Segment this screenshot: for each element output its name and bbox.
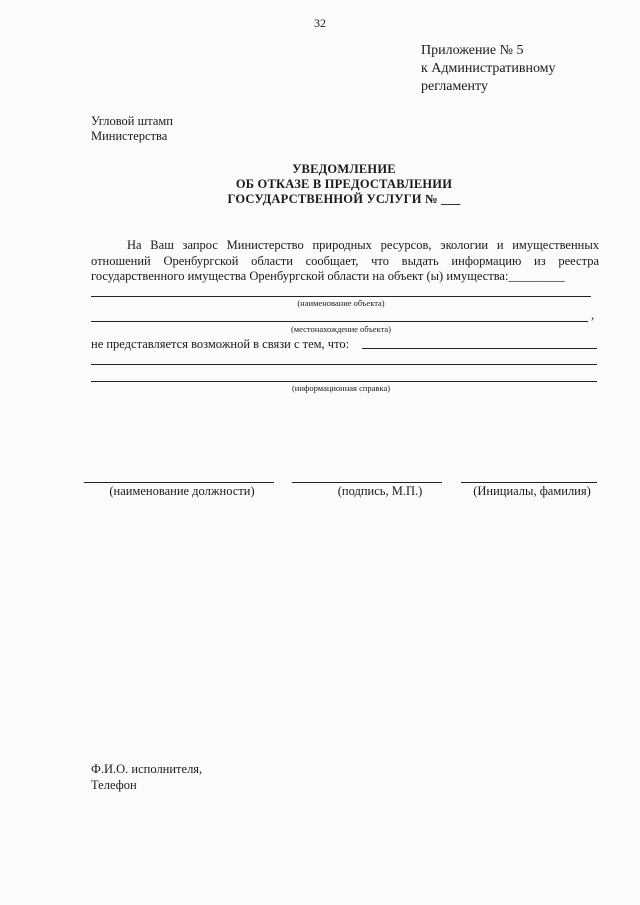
phone-label: Телефон [91,778,137,792]
signature-caption: (подпись, М.П.) [337,484,423,498]
location-comma: , [591,308,595,322]
appendix-note [421,42,556,96]
executor-label: Ф.И.О. исполнителя, [91,762,203,776]
appendix-line-1: Приложение № 5 [421,43,524,58]
refusal-reason-line[interactable] [362,348,597,349]
info-line-1[interactable] [91,364,597,365]
appendix-line-2: к Административному [421,61,556,76]
initials-caption: (Инициалы, фамилия) [473,484,591,498]
corner-stamp-placeholder [91,114,173,144]
appendix-line-3: регламенту [421,79,488,94]
title-line-1: УВЕДОМЛЕНИЕ [292,162,396,176]
info-caption: (информационная справка) [291,383,391,393]
document-title [0,162,640,207]
stamp-line-2: Министерства [91,129,168,143]
page-number: 32 [314,16,326,30]
signature-line[interactable] [292,482,442,483]
stamp-line-1: Угловой штамп [91,114,174,128]
position-caption: (наименование должности) [109,484,255,498]
object-location-line[interactable] [91,321,588,322]
executor-info [91,761,202,793]
object-name-line[interactable] [91,296,591,297]
position-signature-line[interactable] [84,482,274,483]
refusal-reason-label: не представляется возможной в связи с тем, что: [91,337,350,351]
object-location-caption: (местонахождение объекта) [290,324,392,334]
title-line-3: ГОСУДАРСТВЕННОЙ УСЛУГИ № ___ [227,192,461,206]
initials-signature-line[interactable] [461,482,597,483]
object-name-caption: (наименование объекта) [297,298,385,308]
info-line-2[interactable] [91,381,597,382]
title-line-2: ОБ ОТКАЗЕ В ПРЕДОСТАВЛЕНИИ [235,177,453,191]
notice-paragraph: На Ваш запрос Министерство природных ресурсов, экологии и имущественных отношений Оренбургской области сообщает, что выдать информацию из реестра государственного имущества Оренбургской области на объект (ы) имущества:_________ [91,238,599,283]
